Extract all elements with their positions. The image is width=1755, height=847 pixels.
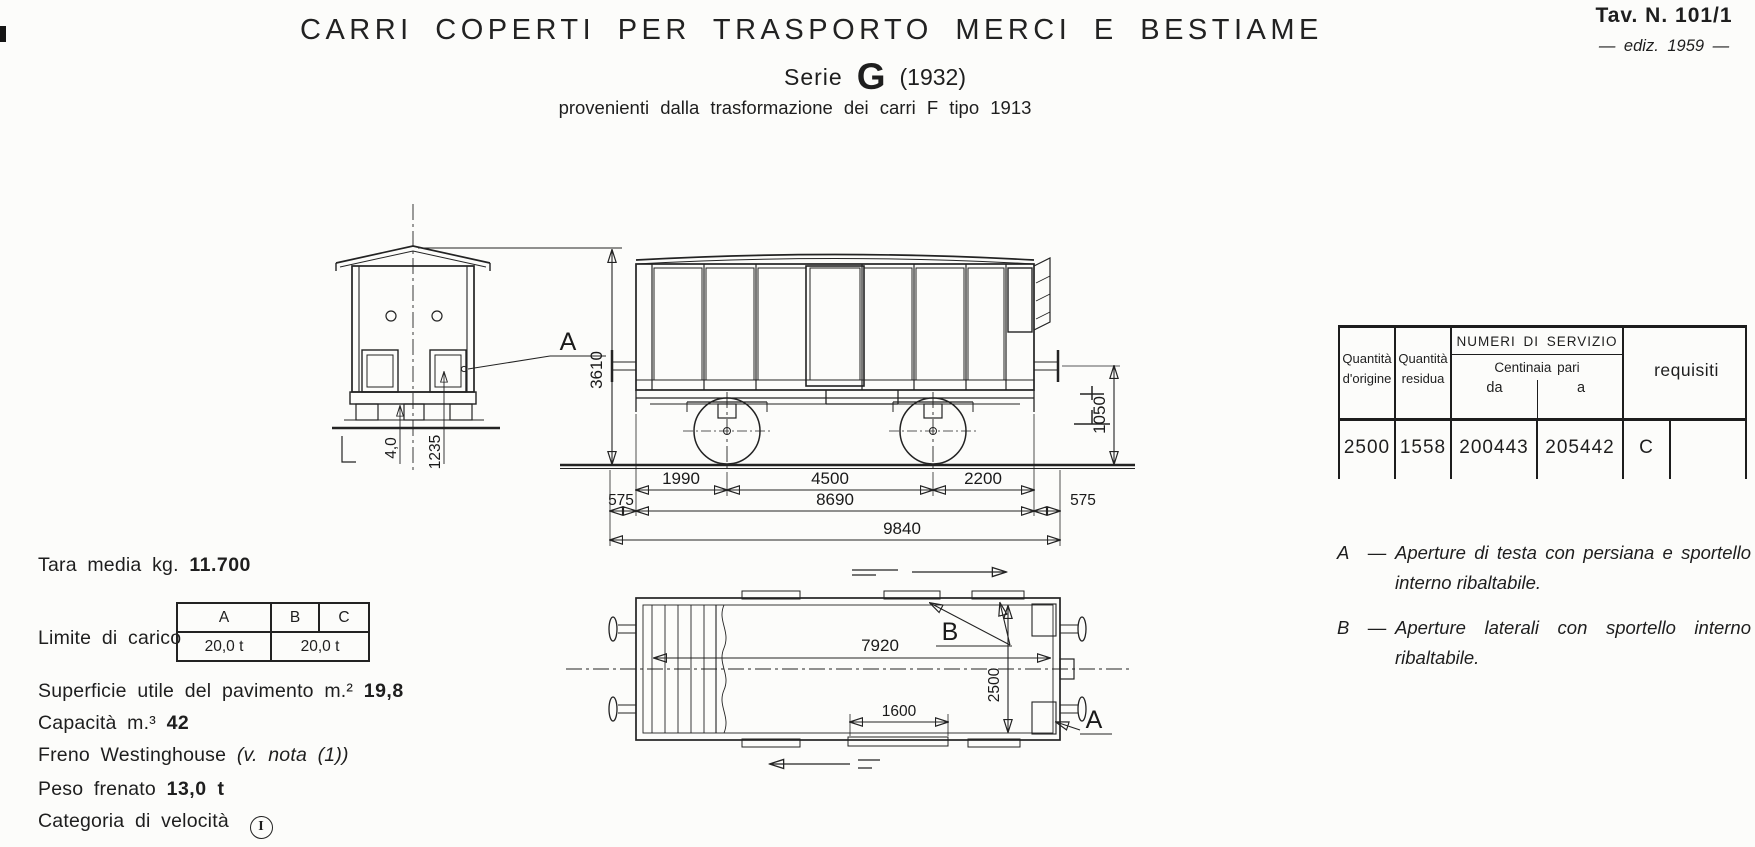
end-view xyxy=(332,204,500,470)
dim-overhang-right: 575 xyxy=(1070,492,1096,509)
aperture-a-callout xyxy=(461,328,606,372)
numeri-di-servizio-title: NUMERI DI SERVIZIO xyxy=(1452,328,1622,355)
dim-axle-right: 2200 xyxy=(964,469,1002,488)
note-a-text: Aperture di testa con persiana e sportello interno ribaltabile. xyxy=(1395,542,1751,593)
dim-interior-length: 7920 xyxy=(861,636,899,655)
dim-wheelbase: 4500 xyxy=(811,469,849,488)
height-dimension xyxy=(418,248,622,464)
cell-requisiti: C xyxy=(1624,421,1671,479)
label-b-plan: B xyxy=(941,618,959,646)
note-b-dash: — xyxy=(1367,616,1387,638)
spec-capacity-label: Capacità m.³ xyxy=(38,712,156,734)
direction-arrow-top xyxy=(852,570,898,575)
load-value-a: 20,0 t xyxy=(177,632,271,661)
col-a: a xyxy=(1576,380,1586,396)
speed-category-badge: I xyxy=(250,816,273,839)
spec-braked-label: Peso frenato xyxy=(38,778,156,800)
note-b-key: B xyxy=(1337,616,1350,638)
dim-total-length: 9840 xyxy=(883,519,921,538)
dim-height: 3610 xyxy=(587,351,606,389)
label-a-side: A xyxy=(559,328,577,356)
note-a-dash: — xyxy=(1367,542,1387,563)
cell-residual: 1558 xyxy=(1396,421,1452,479)
note-a-key: A xyxy=(1337,542,1350,563)
length-dimensions xyxy=(608,414,1096,546)
col-quantita-origine: Quantità d'origine xyxy=(1340,328,1396,418)
spec-brake-label: Freno Westinghouse xyxy=(38,744,227,766)
load-col-a: A xyxy=(177,603,271,632)
spec-tara-label: Tara media kg. xyxy=(38,554,179,576)
dim-buffer-height: 1050 xyxy=(1090,396,1109,434)
note-b-text: Aperture laterali con sportello interno ribaltabile. xyxy=(1395,616,1751,668)
label-a-plan: A xyxy=(1085,706,1103,734)
side-view xyxy=(560,255,1135,471)
series-year: (1932) xyxy=(899,64,966,90)
load-value-bc: 20,0 t xyxy=(271,632,369,661)
edition-label: — ediz. 1959 — xyxy=(1598,37,1730,55)
series-letter: G xyxy=(856,56,886,97)
buffer-height-dimension xyxy=(1062,366,1120,464)
spec-speed-label: Categoria di velocità xyxy=(38,810,229,832)
cell-da: 200443 xyxy=(1452,421,1538,479)
cell-a: 205442 xyxy=(1538,421,1624,479)
spec-braked-value: 13,0 t xyxy=(166,778,225,800)
dim-end-1: 4,0 xyxy=(383,437,400,459)
spec-tara-value: 11.700 xyxy=(189,554,251,576)
direction-arrow-bottom xyxy=(858,760,880,768)
spec-surface-value: 19,8 xyxy=(363,680,404,702)
dim-interior-width: 2500 xyxy=(986,667,1003,703)
dim-overhang-left: 575 xyxy=(608,492,634,509)
dim-axle-left: 1990 xyxy=(662,469,700,488)
page-title: CARRI COPERTI PER TRASPORTO MERCI E BESTIAME xyxy=(300,14,1323,46)
plate-number: Tav. N. 101/1 xyxy=(1595,4,1733,27)
load-col-c: C xyxy=(319,603,369,632)
series-prefix: Serie xyxy=(784,64,843,90)
spec-surface-label: Superficie utile del pavimento m.² xyxy=(38,680,354,702)
centinaia-pari-label: Centinaia pari xyxy=(1494,360,1580,375)
subtitle: provenienti dalla trasformazione dei carri F tipo 1913 xyxy=(558,97,1032,118)
spec-load-label: Limite di carico xyxy=(38,627,182,649)
col-quantita-residua: Quantità residua xyxy=(1396,328,1452,418)
spec-brake-note: (v. nota (1)) xyxy=(236,744,349,766)
cell-origin: 2500 xyxy=(1340,421,1396,479)
dim-door-width: 1600 xyxy=(881,703,917,720)
spec-capacity-value: 42 xyxy=(166,712,190,734)
col-da: da xyxy=(1452,380,1538,418)
dim-end-2: 1235 xyxy=(427,434,444,470)
col-requisiti: requisiti xyxy=(1654,360,1719,380)
dim-frame-length: 8690 xyxy=(816,490,854,509)
load-col-b: B xyxy=(271,603,319,632)
plan-view xyxy=(566,591,1130,747)
